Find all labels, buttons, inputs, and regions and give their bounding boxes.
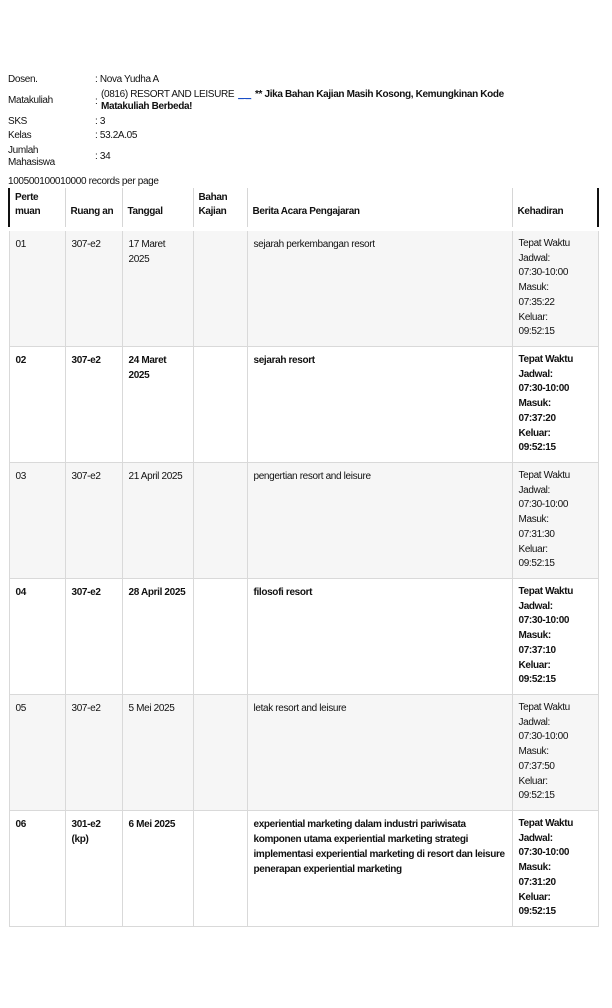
cell-kehadiran — [512, 347, 598, 463]
header-bahan-kajian[interactable]: Bahan Kajian — [193, 188, 247, 229]
kehadiran-keluar-label: Keluar: — [518, 543, 548, 555]
kehadiran-keluar: 09:52:15 — [518, 558, 555, 570]
records-per-page[interactable]: 100500100010000 records per page — [8, 176, 159, 187]
matakuliah-label: Matakuliah — [8, 95, 53, 106]
kehadiran-keluar: 09:52:15 — [518, 790, 555, 802]
kehadiran-masuk: 07:31:20 — [518, 876, 556, 888]
kehadiran-jadwal: 07:30-10:00 — [518, 615, 570, 627]
kehadiran-keluar: 09:52:15 — [518, 906, 556, 918]
cell-pertemuan: 03 — [9, 463, 65, 579]
kehadiran-jadwal: 07:30-10:00 — [518, 383, 570, 395]
kehadiran-keluar-label: Keluar: — [518, 659, 551, 671]
kehadiran-status: Tepat Waktu — [518, 470, 570, 481]
kehadiran-masuk: 07:31:30 — [518, 528, 555, 540]
table-header — [9, 188, 598, 229]
sks-row — [8, 115, 531, 130]
matakuliah-row — [8, 88, 531, 115]
cell-bahan-kajian — [193, 229, 247, 347]
cell-kehadiran — [512, 811, 598, 927]
cell-tanggal: 28 April 2025 — [122, 579, 193, 695]
cell-ruangan: 307-e2 — [65, 347, 122, 463]
cell-ruangan: 307-e2 — [65, 463, 122, 579]
cell-tanggal: 21 April 2025 — [122, 463, 193, 579]
matakuliah-colon: : — [95, 95, 98, 107]
cell-ruangan: 301-e2 (kp) — [65, 811, 122, 927]
table-body — [9, 229, 598, 927]
cell-berita-acara: experiential marketing dalam industri pariwisata komponen utama experiential marketing strategi implementasi experiential marketing di resort dan leisure penerapan experiential marketing — [247, 811, 512, 927]
kehadiran-masuk-label: Masuk: — [518, 630, 551, 642]
kehadiran-status: Tepat Waktu — [518, 586, 573, 597]
course-info — [8, 73, 531, 171]
cell-kehadiran — [512, 695, 598, 811]
kehadiran-keluar: 09:52:15 — [518, 442, 556, 454]
kehadiran-keluar-label: Keluar: — [518, 775, 548, 787]
kehadiran-masuk: 07:37:20 — [518, 412, 556, 424]
kehadiran-jadwal-label: Jadwal: — [518, 252, 550, 264]
cell-kehadiran — [512, 579, 598, 695]
kehadiran-keluar: 09:52:15 — [518, 674, 556, 686]
kehadiran-masuk-label: Masuk: — [518, 398, 551, 410]
attendance-table — [8, 188, 599, 927]
table-row — [9, 347, 598, 463]
cell-kehadiran — [512, 229, 598, 347]
kehadiran-jadwal-label: Jadwal: — [518, 832, 553, 844]
cell-berita-acara: filosofi resort — [247, 579, 512, 695]
cell-ruangan: 307-e2 — [65, 579, 122, 695]
cell-bahan-kajian — [193, 463, 247, 579]
kehadiran-keluar-label: Keluar: — [518, 891, 551, 903]
cell-bahan-kajian — [193, 811, 247, 927]
cell-berita-acara: sejarah resort — [247, 347, 512, 463]
kehadiran-jadwal-label: Jadwal: — [518, 600, 553, 612]
table-row — [9, 695, 598, 811]
cell-berita-acara: letak resort and leisure — [247, 695, 512, 811]
kehadiran-masuk-label: Masuk: — [518, 514, 549, 526]
table-row — [9, 579, 598, 695]
matakuliah-link[interactable]: _ _ — [238, 89, 252, 100]
header-berita-acara[interactable]: Berita Acara Pengajaran — [247, 188, 512, 229]
kehadiran-status: Tepat Waktu — [518, 354, 573, 365]
kehadiran-keluar: 09:52:15 — [518, 326, 555, 338]
kehadiran-masuk-label: Masuk: — [518, 746, 549, 758]
cell-pertemuan: 05 — [9, 695, 65, 811]
cell-pertemuan: 04 — [9, 579, 65, 695]
cell-tanggal: 24 Maret 2025 — [122, 347, 193, 463]
kelas-label: Kelas — [8, 130, 32, 142]
cell-bahan-kajian — [193, 347, 247, 463]
header-pertemuan[interactable]: Perte muan — [9, 188, 65, 229]
sks-label: SKS — [8, 115, 27, 127]
cell-berita-acara: pengertian resort and leisure — [247, 463, 512, 579]
kehadiran-masuk: 07:35:22 — [518, 296, 555, 308]
kehadiran-keluar-label: Keluar: — [518, 311, 548, 323]
cell-ruangan: 307-e2 — [65, 695, 122, 811]
matakuliah-value-group — [101, 89, 531, 113]
kehadiran-status: Tepat Waktu — [518, 238, 570, 249]
cell-tanggal: 6 Mei 2025 — [122, 811, 193, 927]
cell-bahan-kajian — [193, 695, 247, 811]
kehadiran-status: Tepat Waktu — [518, 702, 570, 713]
cell-tanggal: 5 Mei 2025 — [122, 695, 193, 811]
kehadiran-keluar-label: Keluar: — [518, 427, 551, 439]
sks-value: : 3 — [95, 115, 106, 127]
kehadiran-jadwal-label: Jadwal: — [518, 484, 550, 496]
cell-pertemuan: 01 — [9, 229, 65, 347]
cell-ruangan: 307-e2 — [65, 229, 122, 347]
kehadiran-masuk: 07:37:10 — [518, 644, 556, 656]
cell-pertemuan: 02 — [9, 347, 65, 463]
kehadiran-masuk-label: Masuk: — [518, 282, 549, 294]
table-row — [9, 811, 598, 927]
table-row — [9, 463, 598, 579]
header-kehadiran[interactable]: Kehadiran — [512, 188, 598, 229]
kehadiran-jadwal: 07:30-10:00 — [518, 847, 570, 859]
jumlah-row — [8, 144, 531, 171]
header-tanggal[interactable]: Tanggal — [122, 188, 193, 229]
kehadiran-jadwal: 07:30-10:00 — [518, 499, 569, 511]
cell-tanggal: 17 Maret 2025 — [122, 229, 193, 347]
dosen-value: : Nova Yudha A — [95, 74, 159, 86]
kehadiran-jadwal: 07:30-10:00 — [518, 267, 569, 279]
jumlah-label: Jumlah Mahasiswa — [8, 145, 55, 168]
dosen-row — [8, 73, 531, 88]
kehadiran-status: Tepat Waktu — [518, 818, 573, 829]
matakuliah-value: (0816) RESORT AND LEISURE — [101, 89, 235, 100]
jumlah-value: : 34 — [95, 151, 111, 162]
cell-kehadiran — [512, 463, 598, 579]
dosen-label: Dosen. — [8, 74, 38, 86]
kehadiran-masuk: 07:37:50 — [518, 760, 555, 772]
matakuliah-note: ** Jika Bahan Kajian Masih Kosong, Kemungkinan Kode Matakuliah Berbeda! — [101, 89, 504, 112]
cell-bahan-kajian — [193, 579, 247, 695]
cell-pertemuan: 06 — [9, 811, 65, 927]
kelas-row — [8, 129, 531, 144]
cell-berita-acara: sejarah perkembangan resort — [247, 229, 512, 347]
kehadiran-jadwal-label: Jadwal: — [518, 716, 550, 728]
kehadiran-jadwal: 07:30-10:00 — [518, 731, 569, 743]
table-row — [9, 229, 598, 347]
kelas-value: : 53.2A.05 — [95, 130, 138, 142]
kehadiran-jadwal-label: Jadwal: — [518, 368, 553, 380]
header-ruangan[interactable]: Ruang an — [65, 188, 122, 229]
kehadiran-masuk-label: Masuk: — [518, 862, 551, 874]
